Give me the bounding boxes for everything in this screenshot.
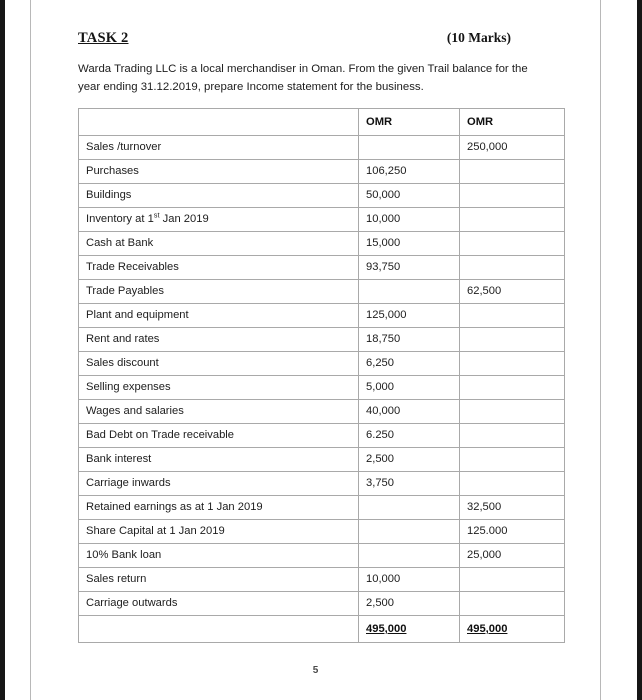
cell-particulars: Bad Debt on Trade receivable [79, 423, 359, 447]
table-row [79, 447, 565, 471]
marks-label: (10 Marks) [446, 30, 511, 45]
table-header-row [79, 108, 565, 135]
table-row [79, 327, 565, 351]
cell-particulars: Selling expenses [79, 375, 359, 399]
header-cell-debit-omr: OMR [359, 108, 460, 135]
table-row [79, 303, 565, 327]
cell-debit: 6,250 [359, 351, 460, 375]
cell-particulars: Carriage inwards [79, 471, 359, 495]
cell-debit: 5,000 [359, 375, 460, 399]
cell-debit: 3,750 [359, 471, 460, 495]
table-row [79, 183, 565, 207]
cell-credit [460, 327, 565, 351]
cell-debit [359, 495, 460, 519]
cell-particulars: Bank interest [79, 447, 359, 471]
total-cell-particulars [79, 615, 359, 642]
cell-credit [460, 159, 565, 183]
table-row [79, 375, 565, 399]
cell-particulars: Cash at Bank [79, 231, 359, 255]
cell-credit [460, 207, 565, 231]
cell-debit: 106,250 [359, 159, 460, 183]
cell-particulars: 10% Bank loan [79, 543, 359, 567]
header-cell-particulars [79, 108, 359, 135]
cell-credit [460, 351, 565, 375]
cell-credit [460, 255, 565, 279]
page-boundary-rule-left [30, 0, 31, 700]
cell-credit: 125.000 [460, 519, 565, 543]
cell-debit: 10,000 [359, 567, 460, 591]
cell-particulars: Sales return [79, 567, 359, 591]
cell-particulars: Buildings [79, 183, 359, 207]
cell-particulars: Retained earnings as at 1 Jan 2019 [79, 495, 359, 519]
table-row [79, 399, 565, 423]
task-description-line-2: 31.12.2019, prepare Income statement for the business. [140, 81, 424, 94]
table-total-row [79, 615, 565, 642]
cell-credit [460, 231, 565, 255]
cell-credit [460, 447, 565, 471]
scan-edge-band-left [0, 0, 5, 700]
table-row [79, 135, 565, 159]
task-heading-row [78, 30, 563, 47]
cell-particulars: Share Capital at 1 Jan 2019 [79, 519, 359, 543]
cell-debit: 40,000 [359, 399, 460, 423]
table-row [79, 255, 565, 279]
cell-debit [359, 279, 460, 303]
table-row [79, 159, 565, 183]
cell-particulars: Sales /turnover [79, 135, 359, 159]
cell-credit [460, 591, 565, 615]
table-row [79, 591, 565, 615]
cell-debit [359, 543, 460, 567]
cell-particulars: Plant and equipment [79, 303, 359, 327]
cell-credit: 25,000 [460, 543, 565, 567]
cell-debit: 6.250 [359, 423, 460, 447]
cell-credit: 32,500 [460, 495, 565, 519]
cell-debit: 10,000 [359, 207, 460, 231]
cell-particulars: Wages and salaries [79, 399, 359, 423]
cell-particulars: Trade Payables [79, 279, 359, 303]
cell-debit: 2,500 [359, 591, 460, 615]
task-description [78, 60, 550, 97]
total-cell-debit: 495,000 [359, 615, 460, 642]
table-row [79, 519, 565, 543]
table-row [79, 543, 565, 567]
cell-particulars: Sales discount [79, 351, 359, 375]
page-number: 5 [312, 665, 319, 676]
cell-credit: 250,000 [460, 135, 565, 159]
cell-credit [460, 423, 565, 447]
cell-particulars: Carriage outwards [79, 591, 359, 615]
cell-particulars: Purchases [79, 159, 359, 183]
cell-debit: 2,500 [359, 447, 460, 471]
cell-debit [359, 519, 460, 543]
scan-edge-band-right [637, 0, 642, 700]
total-cell-credit: 495,000 [460, 615, 565, 642]
cell-credit [460, 471, 565, 495]
cell-particulars: Trade Receivables [79, 255, 359, 279]
page-boundary-rule-right [600, 0, 601, 700]
table-row [79, 351, 565, 375]
cell-debit: 15,000 [359, 231, 460, 255]
table-row [79, 231, 565, 255]
table-row [79, 423, 565, 447]
cell-debit [359, 135, 460, 159]
page-content [78, 30, 563, 643]
cell-credit [460, 303, 565, 327]
table-row [79, 495, 565, 519]
document-page [31, 0, 600, 700]
cell-credit [460, 375, 565, 399]
cell-credit [460, 567, 565, 591]
header-cell-credit-omr: OMR [460, 108, 565, 135]
table-row [79, 471, 565, 495]
table-row [79, 279, 565, 303]
cell-debit: 18,750 [359, 327, 460, 351]
cell-debit: 93,750 [359, 255, 460, 279]
task-description-line-1: Warda Trading LLC is a local merchandiser in Oman. From the given Trail balance for the year ending [78, 63, 528, 94]
trial-balance-body [79, 108, 565, 642]
table-row [79, 207, 565, 231]
cell-credit [460, 183, 565, 207]
cell-credit: 62,500 [460, 279, 565, 303]
page-title: TASK 2 [78, 30, 129, 46]
trial-balance-table [78, 108, 565, 643]
cell-credit [460, 399, 565, 423]
cell-particulars: Rent and rates [79, 327, 359, 351]
cell-debit: 50,000 [359, 183, 460, 207]
table-row [79, 567, 565, 591]
cell-particulars: Inventory at 1st Jan 2019 [79, 207, 359, 231]
cell-debit: 125,000 [359, 303, 460, 327]
